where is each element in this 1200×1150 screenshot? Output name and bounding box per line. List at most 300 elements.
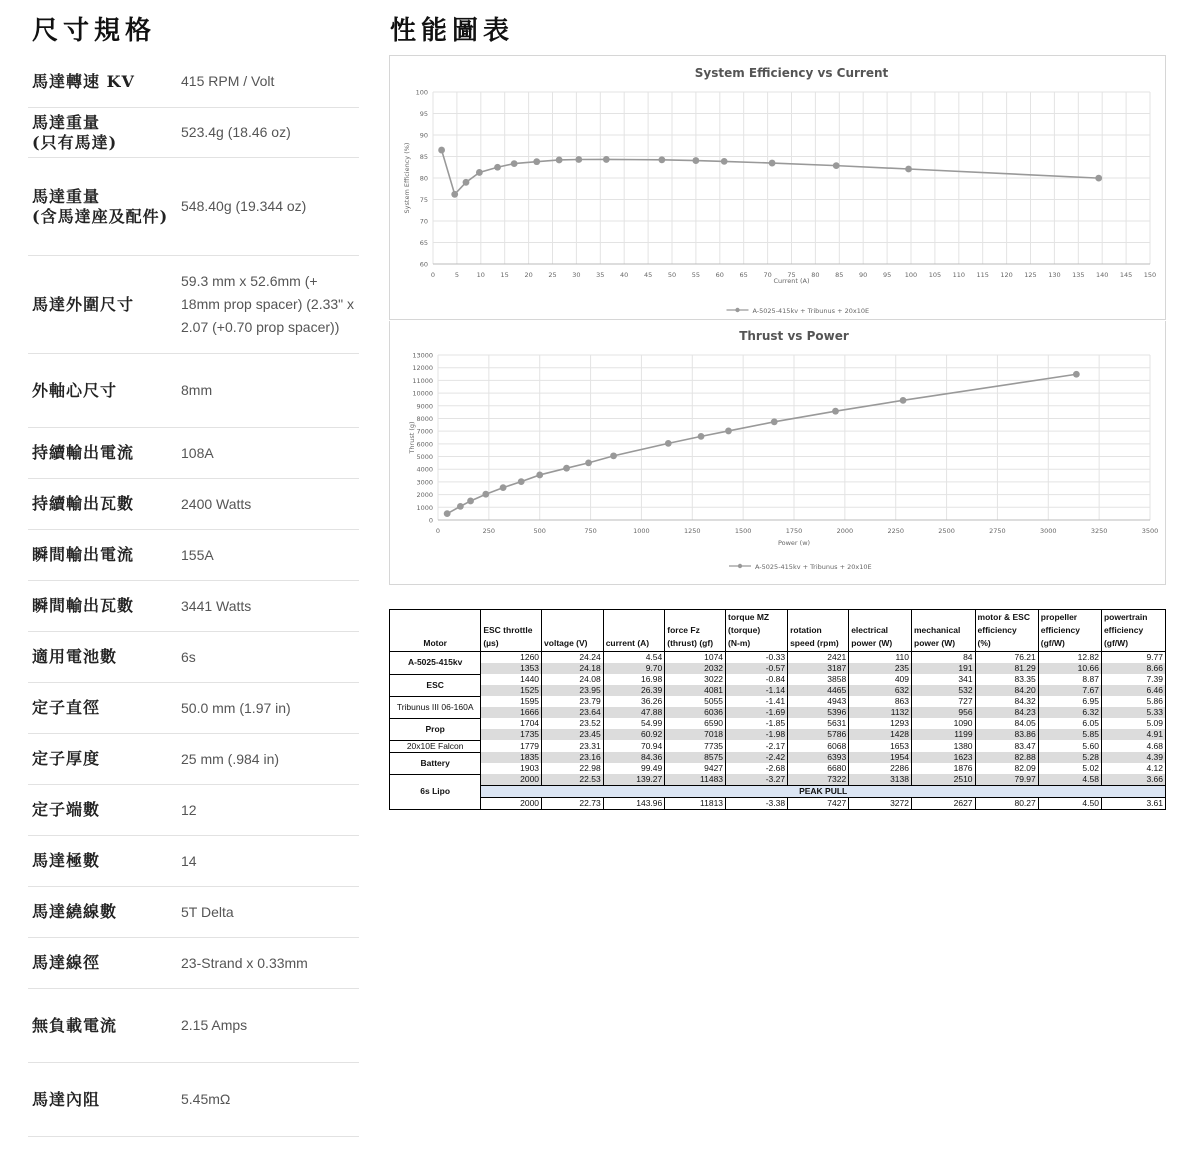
table-cell: 6393 (788, 752, 849, 763)
spec-row (28, 989, 359, 1063)
table-cell: 1199 (912, 729, 976, 740)
data-point (451, 191, 458, 198)
table-row (390, 740, 1166, 752)
y-tick-label: 13000 (412, 351, 433, 360)
table-cell: 1623 (912, 752, 976, 763)
y-tick-label: 90 (419, 131, 428, 140)
table-cell: 84.32 (975, 696, 1038, 707)
table-cell: 5.85 (1038, 729, 1101, 740)
y-tick-label: 4000 (416, 465, 433, 474)
table-cell: 3272 (849, 798, 912, 810)
table-header-cell: electrical power (W) (849, 610, 912, 652)
table-header-cell: rotation speed (rpm) (788, 610, 849, 652)
table-cell: -0.33 (726, 652, 788, 664)
table-cell: 23.79 (542, 696, 604, 707)
table-cell: 6.95 (1038, 696, 1101, 707)
y-tick-label: 12000 (412, 364, 433, 373)
table-cell: 83.86 (975, 729, 1038, 740)
x-tick-label: 150 (1143, 271, 1157, 279)
x-tick-label: 2250 (887, 527, 904, 535)
x-tick-label: 105 (928, 271, 942, 279)
component-label: Tribunus III 06-160A (390, 696, 481, 718)
spec-value: 523.4g (18.46 oz) (181, 124, 291, 140)
y-tick-label: 10000 (412, 389, 433, 398)
chart-title: System Efficiency vs Current (694, 66, 889, 80)
efficiency-chart (389, 55, 1166, 320)
table-cell: 22.98 (542, 763, 604, 774)
x-tick-label: 100 (904, 271, 918, 279)
component-label: A-5025-415kv (390, 652, 481, 675)
table-cell: 1779 (481, 740, 542, 752)
spec-value: 25 mm (.984 in) (181, 750, 280, 767)
y-tick-label: 75 (419, 196, 428, 204)
x-tick-label: 45 (643, 271, 653, 279)
table-cell: -1.14 (726, 685, 788, 696)
x-tick-label: 120 (1000, 271, 1013, 279)
table-cell: 2510 (912, 774, 976, 786)
y-axis-label: Thrust (g) (408, 421, 416, 454)
table-row (390, 674, 1166, 685)
table-cell: 863 (849, 696, 912, 707)
data-point (556, 157, 563, 164)
table-cell: 6.05 (1038, 718, 1101, 729)
spec-value: 548.40g (19.344 oz) (181, 198, 307, 214)
data-point (610, 452, 617, 459)
x-tick-label: 65 (739, 271, 748, 279)
y-tick-label: 6000 (416, 440, 433, 449)
table-cell: -3.27 (726, 774, 788, 786)
x-tick-label: 5 (454, 271, 459, 279)
table-cell: 7.67 (1038, 685, 1101, 696)
table-cell: -3.38 (726, 798, 788, 810)
y-tick-label: 70 (419, 217, 428, 226)
data-point (494, 164, 501, 171)
table-cell: 5631 (788, 718, 849, 729)
x-tick-label: 80 (811, 271, 820, 279)
data-point (665, 440, 672, 447)
table-cell: 12.82 (1038, 652, 1101, 664)
efficiency-chart-svg (390, 56, 1165, 321)
data-point (511, 160, 518, 167)
x-tick-label: 135 (1072, 271, 1085, 279)
spec-row (28, 479, 359, 530)
spec-value: 5.45mΩ (181, 1091, 231, 1107)
spec-row (28, 938, 359, 989)
table-cell: -0.84 (726, 674, 788, 685)
table-cell: 4.50 (1038, 798, 1101, 810)
table-cell: 79.97 (975, 774, 1038, 786)
spec-row (28, 785, 359, 836)
spec-value: 3441 Watts (181, 597, 252, 614)
data-point (438, 147, 445, 154)
spec-row (28, 428, 359, 479)
x-axis-label: Power (w) (777, 539, 811, 547)
table-cell: 9.77 (1101, 652, 1165, 664)
peak-pull-label: PEAK PULL (481, 786, 1166, 798)
table-cell: 84 (912, 652, 976, 664)
spec-value: 14 (181, 852, 197, 869)
table-cell: 1704 (481, 718, 542, 729)
table-cell: -2.42 (726, 752, 788, 763)
y-tick-label: 0 (428, 516, 433, 525)
table-cell: 4.58 (1038, 774, 1101, 786)
spec-row (28, 56, 359, 108)
x-tick-label: 125 (1024, 271, 1037, 279)
x-tick-label: 85 (835, 271, 844, 279)
x-tick-label: 115 (976, 271, 989, 279)
component-label: ESC (390, 674, 481, 696)
x-tick-label: 55 (691, 271, 701, 279)
table-cell: 7735 (665, 740, 726, 752)
table-cell: 1666 (481, 707, 542, 718)
table-row (390, 729, 1166, 740)
data-point (533, 158, 540, 165)
data-point (500, 484, 507, 491)
table-cell: 1954 (849, 752, 912, 763)
table-cell: 2032 (665, 663, 726, 674)
table-cell: -2.68 (726, 763, 788, 774)
table-cell: 23.45 (542, 729, 604, 740)
x-tick-label: 145 (1119, 271, 1133, 279)
data-point (905, 166, 912, 173)
table-header-row (390, 610, 1166, 652)
table-cell: 1260 (481, 652, 542, 664)
data-point (769, 160, 776, 167)
data-point (692, 157, 699, 164)
table-cell: 1132 (849, 707, 912, 718)
table-cell: 2421 (788, 652, 849, 664)
spec-label: 定子厚度 (32, 749, 101, 768)
y-tick-label: 60 (419, 260, 428, 269)
table-cell: 1090 (912, 718, 976, 729)
table-cell: 6.46 (1101, 685, 1165, 696)
table-cell: 81.29 (975, 663, 1038, 674)
table-cell: 727 (912, 696, 976, 707)
spec-label: 無負載電流 (32, 1015, 118, 1035)
table-cell: 83.35 (975, 674, 1038, 685)
table-row (390, 663, 1166, 674)
table-header-cell: mechanical power (W) (912, 610, 976, 652)
table-cell: 5.86 (1101, 696, 1165, 707)
table-header-cell: powertrain efficiency (gf/W) (1101, 610, 1165, 652)
data-point (457, 503, 464, 510)
table-row (390, 718, 1166, 729)
table-cell: 235 (849, 663, 912, 674)
table-cell: 532 (912, 685, 976, 696)
table-cell: 24.08 (542, 674, 604, 685)
table-cell: 11483 (665, 774, 726, 786)
data-point (721, 158, 728, 165)
x-tick-label: 1250 (684, 527, 701, 535)
data-point (585, 459, 592, 466)
x-tick-label: 500 (533, 527, 546, 535)
table-cell: 1440 (481, 674, 542, 685)
table-cell: 84.05 (975, 718, 1038, 729)
x-tick-label: 10 (476, 271, 485, 279)
table-cell: 99.49 (603, 763, 665, 774)
data-point (518, 478, 525, 485)
spec-label: 馬達重量 (只有馬達) (32, 112, 118, 152)
table-cell: 632 (849, 685, 912, 696)
x-axis-label: Current (A) (773, 277, 810, 285)
table-cell: 1353 (481, 663, 542, 674)
table-cell: 9.70 (603, 663, 665, 674)
spec-row (28, 354, 359, 428)
data-point (463, 179, 470, 186)
table-header-cell: ESC throttle (µs) (481, 610, 542, 652)
table-cell: 4081 (665, 685, 726, 696)
x-tick-label: 140 (1095, 271, 1109, 279)
table-cell: 4.68 (1101, 740, 1165, 752)
table-cell: 143.96 (603, 798, 665, 810)
data-point (1095, 175, 1102, 182)
x-tick-label: 60 (715, 271, 724, 279)
table-cell: 83.47 (975, 740, 1038, 752)
x-tick-label: 35 (596, 271, 605, 279)
spec-table (28, 56, 359, 1137)
spec-label: 馬達繞線數 (32, 902, 118, 921)
table-cell: 5055 (665, 696, 726, 707)
y-tick-label: 100 (415, 88, 428, 97)
table-cell: 84.20 (975, 685, 1038, 696)
table-cell: 36.26 (603, 696, 665, 707)
y-tick-label: 11000 (412, 376, 433, 385)
table-cell: 3138 (849, 774, 912, 786)
table-cell: 7322 (788, 774, 849, 786)
table-cell: 8.66 (1101, 663, 1165, 674)
table-row (390, 696, 1166, 707)
y-tick-label: 1000 (416, 503, 433, 512)
y-tick-label: 3000 (416, 478, 433, 487)
data-point (467, 498, 474, 505)
table-row (390, 774, 1166, 786)
spec-label: 適用電池數 (32, 647, 118, 666)
spec-value: 12 (181, 801, 197, 818)
table-cell: 24.24 (542, 652, 604, 664)
data-point (603, 156, 610, 163)
spec-row (28, 256, 359, 354)
table-cell: 1074 (665, 652, 726, 664)
table-cell: 956 (912, 707, 976, 718)
data-point (1073, 371, 1080, 378)
table-cell: -1.69 (726, 707, 788, 718)
table-cell: 191 (912, 663, 976, 674)
table-cell: -0.57 (726, 663, 788, 674)
spec-value: 2.15 Amps (181, 1017, 248, 1033)
table-cell: 47.88 (603, 707, 665, 718)
x-tick-label: 130 (1048, 271, 1061, 279)
table-cell: 4.39 (1101, 752, 1165, 763)
table-cell: 1293 (849, 718, 912, 729)
spec-label: 定子直徑 (32, 698, 101, 717)
table-cell: 8.87 (1038, 674, 1101, 685)
spec-row (28, 581, 359, 632)
data-point (833, 162, 840, 169)
table-cell: 1876 (912, 763, 976, 774)
table-cell: 23.64 (542, 707, 604, 718)
table-cell: 5.60 (1038, 740, 1101, 752)
spec-row (28, 108, 359, 158)
table-cell: 1595 (481, 696, 542, 707)
data-point (536, 472, 543, 479)
spec-value: 6s (181, 648, 196, 665)
legend-entry: A-5025-415kv + Tribunus + 20x10E (752, 307, 870, 315)
table-cell: 4.12 (1101, 763, 1165, 774)
table-cell: 23.16 (542, 752, 604, 763)
y-tick-label: 95 (419, 110, 428, 118)
spec-row (28, 836, 359, 887)
table-cell: 7.39 (1101, 674, 1165, 685)
spec-value: 108A (181, 444, 214, 461)
x-tick-label: 20 (524, 271, 533, 279)
table-cell: 6.32 (1038, 707, 1101, 718)
x-tick-label: 3250 (1090, 527, 1108, 535)
peak-pull-row (390, 798, 1166, 810)
x-tick-label: 250 (482, 527, 496, 535)
table-cell: 3.66 (1101, 774, 1165, 786)
x-tick-label: 3000 (1040, 527, 1057, 535)
table-cell: 4.54 (603, 652, 665, 664)
chart-title: Thrust vs Power (739, 329, 849, 343)
spec-value: 2400 Watts (181, 495, 252, 512)
table-cell: 1380 (912, 740, 976, 752)
table-cell: 11813 (665, 798, 726, 810)
spec-label: 馬達線徑 (32, 953, 101, 972)
x-tick-label: 70 (763, 271, 772, 279)
data-point (832, 408, 839, 415)
spec-value: 155A (181, 546, 214, 563)
spec-label: 持續輸出瓦數 (32, 494, 135, 513)
table-cell: 1835 (481, 752, 542, 763)
spec-label: 馬達重量 (含馬達座及配件) (32, 186, 169, 226)
table-cell: 84.23 (975, 707, 1038, 718)
data-point (444, 510, 451, 517)
x-tick-label: 15 (500, 271, 509, 279)
table-cell: 4.91 (1101, 729, 1165, 740)
spec-label: 馬達外圍尺寸 (32, 294, 135, 314)
data-point (771, 418, 778, 425)
table-cell: 23.52 (542, 718, 604, 729)
data-point (575, 156, 582, 163)
specs-heading: 尺寸規格 (32, 16, 157, 46)
spec-value: 23-Strand x 0.33mm (181, 954, 308, 971)
x-tick-label: 30 (572, 271, 581, 279)
table-row (390, 652, 1166, 664)
table-cell: -1.85 (726, 718, 788, 729)
x-tick-label: 750 (584, 527, 597, 535)
spec-row (28, 158, 359, 256)
spec-label: 馬達內阻 (32, 1089, 101, 1109)
table-cell: 7427 (788, 798, 849, 810)
table-cell: 4943 (788, 696, 849, 707)
table-cell: 6590 (665, 718, 726, 729)
x-tick-label: 25 (548, 271, 557, 279)
table-cell: 82.09 (975, 763, 1038, 774)
x-tick-label: 0 (430, 271, 436, 279)
spec-value: 5T Delta (181, 903, 234, 920)
legend-marker (735, 308, 739, 312)
x-tick-label: 2750 (989, 527, 1006, 535)
table-row (390, 707, 1166, 718)
spec-label: 瞬間輸出瓦數 (32, 596, 135, 615)
table-cell: 2627 (912, 798, 976, 810)
component-label: 6s Lipo (390, 774, 481, 810)
thrust-chart-svg (390, 321, 1165, 585)
table-cell: 1735 (481, 729, 542, 740)
spec-value: 8mm (181, 382, 213, 398)
y-tick-label: 2000 (416, 491, 433, 500)
table-cell: 3022 (665, 674, 726, 685)
y-tick-label: 65 (419, 239, 428, 247)
data-point (476, 169, 483, 176)
table-cell: 5396 (788, 707, 849, 718)
component-label: Prop (390, 718, 481, 740)
table-cell: 8575 (665, 752, 726, 763)
data-point (482, 491, 489, 498)
table-cell: 54.99 (603, 718, 665, 729)
table-cell: 80.27 (975, 798, 1038, 810)
x-tick-label: 1000 (633, 527, 650, 535)
table-cell: 22.53 (542, 774, 604, 786)
spec-label: 瞬間輸出電流 (32, 545, 135, 564)
spec-label: 定子端數 (32, 800, 101, 819)
table-cell: 5786 (788, 729, 849, 740)
table-header-cell: Motor (390, 610, 481, 652)
table-row (390, 752, 1166, 763)
spec-row (28, 632, 359, 683)
data-point (900, 397, 907, 404)
table-cell: 5.09 (1101, 718, 1165, 729)
table-body (390, 652, 1166, 810)
table-cell: 76.21 (975, 652, 1038, 664)
table-cell: 3187 (788, 663, 849, 674)
table-cell: 24.18 (542, 663, 604, 674)
spec-label: 持續輸出電流 (32, 443, 135, 462)
component-label: 20x10E Falcon (390, 740, 481, 752)
table-cell: -1.41 (726, 696, 788, 707)
table-cell: 23.31 (542, 740, 604, 752)
data-point (658, 156, 665, 163)
spec-row (28, 1063, 359, 1137)
table-cell: 7018 (665, 729, 726, 740)
y-tick-label: 8000 (416, 414, 433, 423)
table-cell: 3.61 (1101, 798, 1165, 810)
x-tick-label: 75 (787, 271, 796, 279)
x-tick-label: 1750 (785, 527, 803, 535)
table-cell: 23.95 (542, 685, 604, 696)
table-cell: 84.36 (603, 752, 665, 763)
table-cell: -2.17 (726, 740, 788, 752)
performance-heading: 性能圖表 (390, 16, 515, 46)
x-tick-label: 1500 (734, 527, 752, 535)
x-tick-label: 50 (667, 271, 677, 279)
spec-label: 馬達極數 (32, 851, 101, 870)
table-cell: 1428 (849, 729, 912, 740)
table-row (390, 685, 1166, 696)
data-point (698, 433, 705, 440)
x-tick-label: 0 (435, 527, 441, 535)
spec-label: 外軸心尺寸 (32, 380, 118, 400)
x-tick-label: 40 (620, 271, 629, 279)
y-tick-label: 7000 (416, 427, 433, 436)
x-tick-label: 90 (859, 271, 868, 279)
table-cell: 2000 (481, 798, 542, 810)
x-tick-label: 95 (882, 271, 892, 279)
y-tick-label: 80 (419, 174, 428, 183)
spec-value: 415 RPM / Volt (181, 73, 275, 89)
spec-row (28, 683, 359, 734)
x-tick-label: 3500 (1141, 527, 1159, 535)
